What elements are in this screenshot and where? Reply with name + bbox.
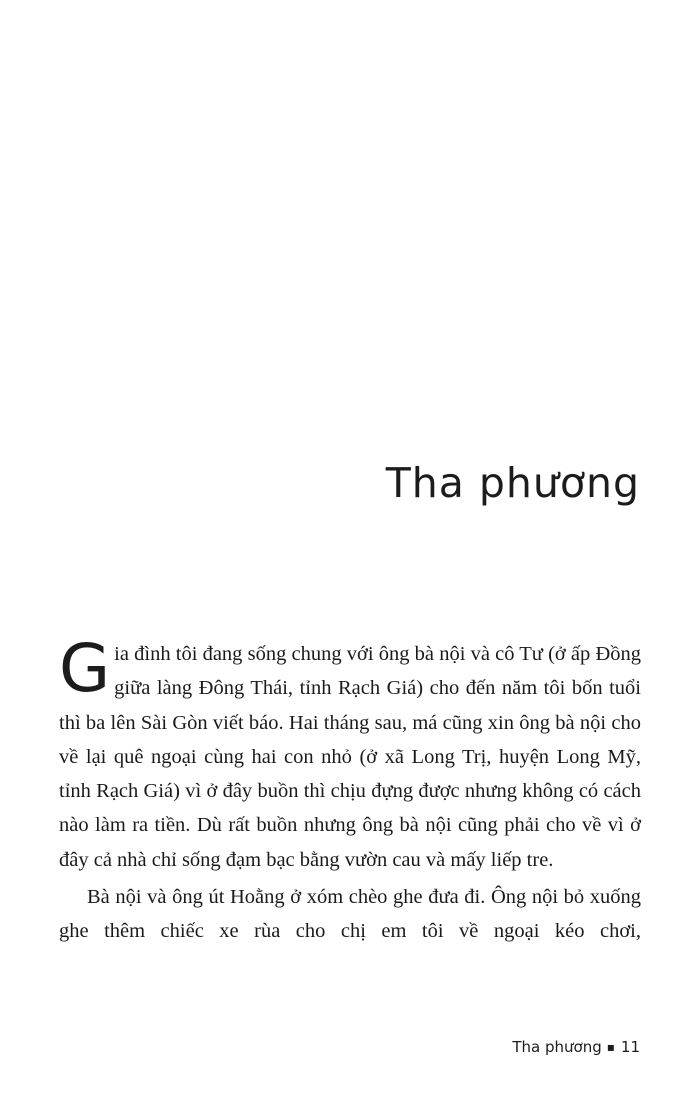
page-footer bbox=[512, 1038, 640, 1056]
page-number: 11 bbox=[620, 1038, 640, 1056]
paragraph-first bbox=[59, 630, 641, 877]
paragraph-first-text: ia đình tôi đang sống chung với ông bà nội và cô Tư (ở ấp Đồng giữa làng Đông Thái, tỉnh Rạch Giá) cho đến năm tôi bốn tuổi thì ba lên Sài Gòn viết báo. Hai tháng sau, má cũng xin ông bà nội cho về lại quê ngoại cùng hai con nhỏ (ở xã Long Trị, huyện Long Mỹ, tỉnh Rạch Giá) vì ở đây buồn thì chịu đựng được nhưng không có cách nào làm ra tiền. Dù rất buồn nhưng ông bà nội cũng phải cho về vì ở đây cả nhà chỉ sống đạm bạc bằng vườn cau và mấy liếp tre. bbox=[59, 643, 641, 871]
paragraph-second: Bà nội và ông út Hoằng ở xóm chèo ghe đưa đi. Ông nội bỏ xuống ghe thêm chiếc xe rùa cho chị em tôi về ngoại kéo chơi, bbox=[59, 886, 641, 943]
running-title: Tha phương bbox=[512, 1038, 602, 1056]
drop-cap: G bbox=[59, 630, 111, 707]
chapter-title: Tha phương bbox=[385, 459, 640, 508]
footer-separator: ▪ bbox=[606, 1040, 615, 1054]
body-text bbox=[59, 630, 641, 949]
